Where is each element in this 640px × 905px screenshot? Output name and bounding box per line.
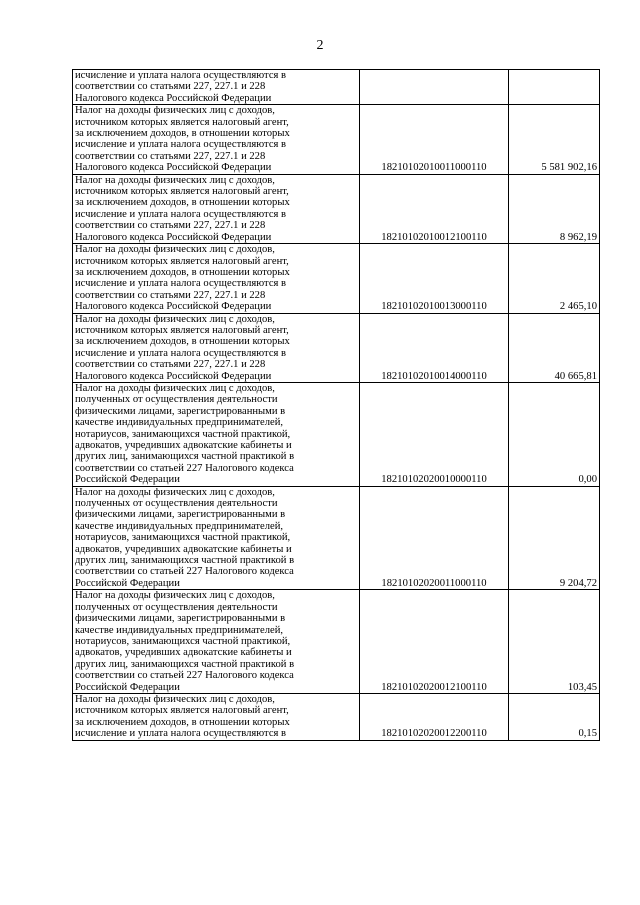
tax-description-line: физическими лицами, зарегистрированными в [75,405,286,417]
amount-cell: 0,00 [509,382,600,486]
table-row [73,70,600,105]
tax-description-line: Налог на доходы физических лиц с доходов, [75,174,275,186]
tax-description-line: за исключением доходов, в отношении которых [75,716,290,728]
tax-description-line: адвокатов, учредивших адвокатские кабинеты и [75,647,292,659]
amount-cell: 9 204,72 [509,486,600,590]
budget-classification-code-cell: 18210102010011000110 [360,105,509,174]
table-row [73,693,600,740]
tax-description-cell [73,590,360,694]
budget-classification-code-cell: 18210102010014000110 [360,313,509,382]
tax-description-line: нотариусов, занимающихся частной практикой, [75,635,291,647]
tax-description-line: соответствии со статьей 227 Налогового кодекса [75,566,294,578]
tax-description-line: адвокатов, учредивших адвокатские кабинеты и [75,543,292,555]
budget-classification-code-cell: 18210102020010000110 [360,382,509,486]
tax-description-line: исчисление и уплата налога осуществляются в [75,208,287,220]
tax-description-line: источником которых является налоговый агент, [75,116,289,128]
tax-description-line: Налог на доходы физических лиц с доходов, [75,693,275,705]
tax-description-line: полученных от осуществления деятельности [75,394,278,406]
tax-description-line: полученных от осуществления деятельности [75,498,278,510]
tax-description-line: Российской Федерации [75,577,180,589]
revenue-table [72,69,600,741]
tax-description-cell [73,174,360,243]
tax-description-line: Налог на доходы физических лиц с доходов, [75,590,275,602]
tax-description-line: соответствии со статьей 227 Налогового кодекса [75,462,294,474]
tax-description-line: соответствии со статьей 227 Налогового кодекса [75,670,294,682]
amount-cell: 5 581 902,16 [509,105,600,174]
tax-description-line: соответствии со статьями 227, 227.1 и 228 [75,81,266,93]
tax-description-line: соответствии со статьями 227, 227.1 и 228 [75,220,266,232]
tax-description-line: Российской Федерации [75,681,180,693]
tax-description-line: других лиц, занимающихся частной практикой в [75,658,295,670]
tax-description-line: соответствии со статьями 227, 227.1 и 228 [75,359,266,371]
tax-description-line: Налог на доходы физических лиц с доходов, [75,313,275,325]
table-row [73,590,600,694]
tax-description-line: полученных от осуществления деятельности [75,601,278,613]
amount-cell: 0,15 [509,693,600,740]
tax-description-line: физическими лицами, зарегистрированными в [75,613,286,625]
tax-description-cell [73,244,360,313]
tax-description-line: Налог на доходы физических лиц с доходов, [75,486,275,498]
amount-cell: 2 465,10 [509,244,600,313]
tax-description-line: качестве индивидуальных предпринимателей, [75,520,284,532]
budget-classification-code-cell: 18210102010012100110 [360,174,509,243]
tax-description-line: за исключением доходов, в отношении которых [75,128,290,140]
tax-description-line: исчисление и уплата налога осуществляются в [75,728,287,740]
tax-description-line: исчисление и уплата налога осуществляются в [75,70,287,81]
tax-description-line: Налог на доходы физических лиц с доходов, [75,382,275,394]
budget-classification-code-cell: 18210102020011000110 [360,486,509,590]
tax-description-line: за исключением доходов, в отношении которых [75,197,290,209]
page-number: 2 [316,38,324,53]
amount-cell: 8 962,19 [509,174,600,243]
tax-description-line: источником которых является налоговый агент, [75,186,289,198]
table-row [73,244,600,313]
budget-classification-code-cell: 18210102010013000110 [360,244,509,313]
tax-description-line: соответствии со статьями 227, 227.1 и 228 [75,289,266,301]
tax-description-line: других лиц, занимающихся частной практикой в [75,555,295,567]
tax-description-line: Российской Федерации [75,474,180,486]
tax-description-cell [73,382,360,486]
amount-cell: 103,45 [509,590,600,694]
table-row [73,174,600,243]
tax-description-line: Налог на доходы физических лиц с доходов, [75,105,275,117]
tax-description-line: за исключением доходов, в отношении которых [75,336,290,348]
table-row [73,313,600,382]
tax-description-line: адвокатов, учредивших адвокатские кабинеты и [75,440,292,451]
tax-description-cell [73,313,360,382]
tax-description-cell [73,105,360,174]
tax-description-line: Налогового кодекса Российской Федерации [75,370,272,382]
tax-description-line: соответствии со статьями 227, 227.1 и 228 [75,150,266,162]
tax-description-line: нотариусов, занимающихся частной практикой, [75,532,291,544]
budget-classification-code-cell [360,70,509,105]
budget-classification-code-cell: 18210102020012100110 [360,590,509,694]
tax-description-line: источником которых является налоговый агент, [75,324,289,336]
tax-description-line: качестве индивидуальных предпринимателей, [75,624,284,636]
budget-classification-code-cell: 18210102020012200110 [360,693,509,740]
tax-description-line: Налогового кодекса Российской Федерации [75,231,272,243]
tax-description-line: Налогового кодекса Российской Федерации [75,92,272,104]
tax-description-line: качестве индивидуальных предпринимателей, [75,417,284,429]
tax-description-cell [73,70,360,105]
tax-description-line: исчисление и уплата налога осуществляются в [75,139,287,151]
tax-description-line: источником которых является налоговый агент, [75,705,289,717]
tax-description-line: других лиц, занимающихся частной практикой в [75,451,295,463]
tax-description-line: источником которых является налоговый агент, [75,255,289,267]
tax-description-line: исчисление и уплата налога осуществляются в [75,278,287,290]
table-row [73,382,600,486]
tax-description-line: Налогового кодекса Российской Федерации [75,301,272,313]
tax-description-line: нотариусов, занимающихся частной практикой, [75,428,291,440]
revenue-table-body [73,70,600,741]
tax-description-line: Налогового кодекса Российской Федерации [75,162,272,174]
table-row [73,105,600,174]
tax-description-line: Налог на доходы физических лиц с доходов, [75,244,275,256]
table-row [73,486,600,590]
tax-description-line: за исключением доходов, в отношении которых [75,266,290,278]
tax-description-line: физическими лицами, зарегистрированными в [75,509,286,521]
amount-cell: 40 665,81 [509,313,600,382]
tax-description-cell [73,693,360,740]
tax-description-line: исчисление и уплата налога осуществляются в [75,347,287,359]
tax-description-cell [73,486,360,590]
amount-cell [509,70,600,105]
